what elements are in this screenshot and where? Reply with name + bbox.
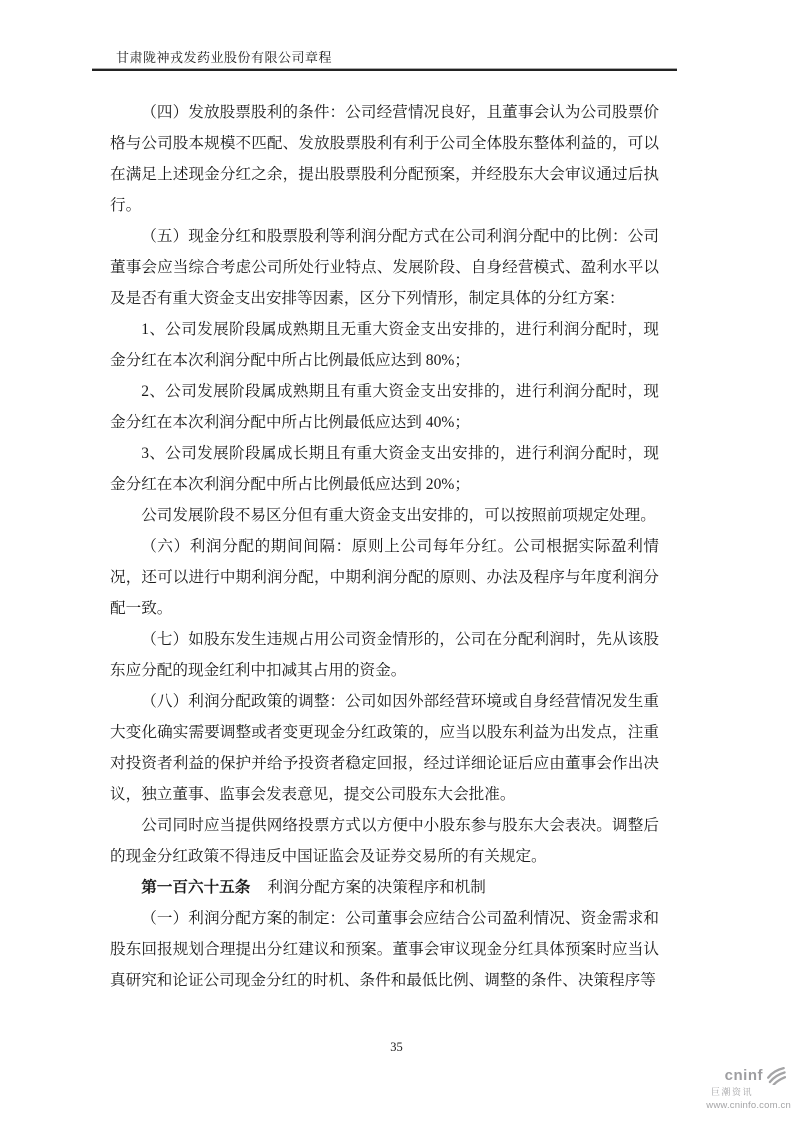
paragraph: （六）利润分配的期间间隔：原则上公司每年分红。公司根据实际盈利情况，还可以进行中期利润分配，中期利润分配的原则、办法及程序与年度利润分配一致。 xyxy=(110,538,659,617)
page-number: 35 xyxy=(390,1040,403,1054)
paragraph: （八）利润分配政策的调整：公司如因外部经营环境或自身经营情况发生重大变化确实需要调整或者变更现金分红政策的，应当以股东利益为出发点，注重对投资者利益的保护并给予投资者稳定回报，经过详细论证后应由董事会作出决议，独立董事、监事会发表意见，提交公司股东大会批准。 xyxy=(110,693,659,803)
cninfo-brand-text: cninf xyxy=(724,1067,763,1084)
paragraph: 公司同时应当提供网络投票方式以方便中小股东参与股东大会表决。调整后的现金分红政策不得违反中国证监会及证券交易所的有关规定。 xyxy=(110,817,659,865)
paragraph: 2、公司发展阶段属成熟期且有重大资金支出安排的，进行利润分配时，现金分红在本次利润分配中所占比例最低应达到 40%； xyxy=(110,383,659,431)
paragraph: 1、公司发展阶段属成熟期且无重大资金支出安排的，进行利润分配时，现金分红在本次利润分配中所占比例最低应达到 80%； xyxy=(110,321,659,369)
paragraph: （四）发放股票股利的条件：公司经营情况良好，且董事会认为公司股票价格与公司股本规模不匹配、发放股票股利有利于公司全体股东整体利益的，可以在满足上述现金分红之余，提出股票股利分配预案，并经股东大会审议通过后执行。 xyxy=(110,104,659,214)
paragraph: （一）利润分配方案的制定：公司董事会应结合公司盈利情况、资金需求和股东回报规划合理提出分红建议和预案。董事会审议现金分红具体预案时应当认真研究和论证公司现金分红的时机、条件和最低比例、调整的条件、决策程序等 xyxy=(110,910,659,989)
paragraph: （五）现金分红和股票股利等利润分配方式在公司利润分配中的比例：公司董事会应当综合考虑公司所处行业特点、发展阶段、自身经营模式、盈利水平以及是否有重大资金支出安排等因素，区分下列情形，制定具体的分红方案： xyxy=(110,228,659,307)
paragraph: 3、公司发展阶段属成长期且有重大资金支出安排的，进行利润分配时，现金分红在本次利润分配中所占比例最低应达到 20%； xyxy=(110,445,659,493)
cninfo-url: www.cninfo.com.cn xyxy=(706,1100,791,1111)
article-number: 第一百六十五条 xyxy=(141,879,251,896)
article-heading: 第一百六十五条 利润分配方案的决策程序和机制 xyxy=(141,879,486,896)
running-header-title: 甘肃陇神戎发药业股份有限公司章程 xyxy=(116,50,333,65)
paragraph: （七）如股东发生违规占用公司资金情形的，公司在分配利润时，先从该股东应分配的现金红利中扣减其占用的资金。 xyxy=(110,631,659,679)
header-divider xyxy=(92,68,677,71)
cninfo-swirl-icon xyxy=(765,1066,786,1085)
paragraph: 公司发展阶段不易区分但有重大资金支出安排的，可以按照前项规定处理。 xyxy=(141,507,656,524)
cninfo-site-name: 巨潮资讯 xyxy=(710,1087,753,1097)
cninfo-watermark xyxy=(699,1066,791,1111)
cninfo-brand-row xyxy=(699,1066,791,1085)
document-body xyxy=(110,97,659,996)
